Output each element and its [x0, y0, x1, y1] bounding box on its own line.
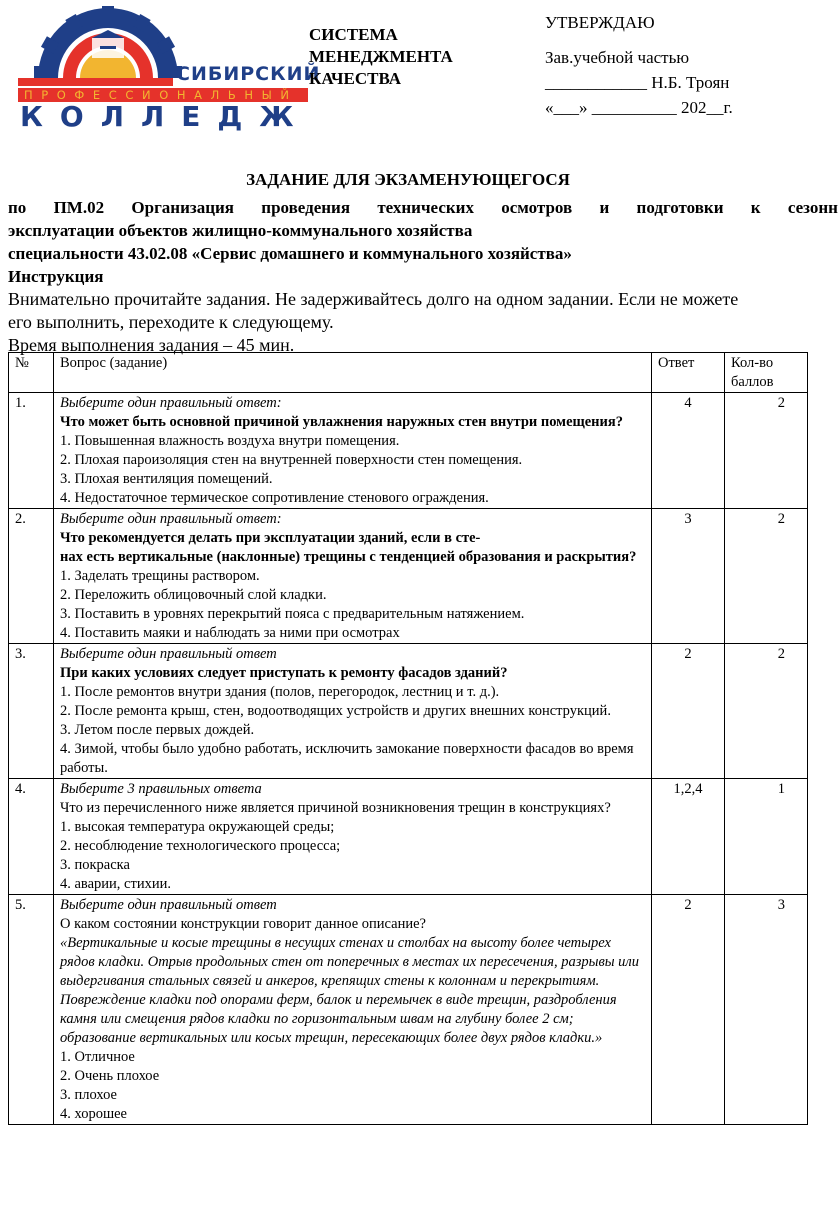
logo-line3: КОЛЛЕДЖ	[20, 100, 311, 133]
question-cell	[54, 393, 652, 509]
question-text: Что может быть основной причиной увлажнения наружных стен внутри помещения?	[60, 414, 623, 430]
col-answer-header: Ответ	[652, 353, 725, 393]
qms-line: КАЧЕСТВА	[309, 69, 401, 88]
logo-line2: ПРОФЕССИОНАЛЬНЫЙ	[24, 88, 298, 102]
answer-option: 4. хорошее	[60, 1106, 127, 1122]
qms-line: СИСТЕМА	[309, 25, 398, 44]
table-row	[9, 644, 808, 779]
answer-option: 3. покраска	[60, 857, 130, 873]
approve-role: Зав.учебной частью	[545, 48, 690, 67]
module-word: и	[599, 198, 610, 217]
answer-option: 2. Очень плохое	[60, 1068, 160, 1084]
table-row	[9, 895, 808, 1125]
answer-option: 2. Переложить облицовочный слой кладки.	[60, 587, 327, 603]
table-row	[9, 509, 808, 644]
qms-line: МЕНЕДЖМЕНТА	[309, 47, 453, 66]
answer-option: 2. После ремонта крыш, стен, водоотводящих устройств и других внешних конструкций.	[60, 703, 611, 719]
instruction-text: Внимательно прочитайте задания. Не задерживайтесь долго на одном задании. Если не можете	[8, 289, 739, 309]
time-limit: Время выполнения задания – 45 мин.	[8, 335, 295, 355]
answer-option: 4. Поставить маяки и наблюдать за ними при осмотрах	[60, 625, 400, 641]
points-value: 2	[725, 393, 808, 509]
col-points-header: Кол-во баллов	[725, 353, 808, 393]
approve-date: «___» __________ 202__г.	[545, 98, 733, 117]
question-number: 4.	[9, 779, 54, 895]
question-number: 2.	[9, 509, 54, 644]
instruction-label: Инструкция	[8, 267, 104, 286]
table-header-row	[9, 353, 808, 393]
question-instruction: Выберите один правильный ответ:	[60, 395, 282, 411]
module-word: ПМ.02	[53, 198, 105, 217]
approve-title: УТВЕРЖДАЮ	[545, 13, 655, 32]
question-instruction: Выберите 3 правильных ответа	[60, 781, 262, 797]
question-instruction: Выберите один правильный ответ	[60, 897, 277, 913]
question-number: 1.	[9, 393, 54, 509]
answer-option: 3. плохое	[60, 1087, 117, 1103]
module-line	[8, 196, 838, 219]
module-word: Организация	[131, 198, 234, 217]
answer-option: 2. несоблюдение технологического процесса;	[60, 838, 341, 854]
correct-answer: 4	[652, 393, 725, 509]
college-logo	[18, 8, 321, 133]
instruction-text: его выполнить, переходите к следующему.	[8, 312, 334, 332]
module-word: осмотров	[501, 198, 573, 217]
question-instruction: Выберите один правильный ответ	[60, 646, 277, 662]
points-value: 2	[725, 509, 808, 644]
page-title: ЗАДАНИЕ ДЛЯ ЭКЗАМЕНУЮЩЕГОСЯ	[246, 170, 570, 189]
answer-option: 4. аварии, стихии.	[60, 876, 171, 892]
approve-signature: ____________ Н.Б. Троян	[545, 73, 730, 92]
correct-answer: 2	[652, 644, 725, 779]
answer-option: 1. Отличное	[60, 1049, 135, 1065]
answer-option: 4. Недостаточное термическое сопротивление стенового ограждения.	[60, 490, 489, 506]
module-word: сезонн	[787, 198, 838, 217]
module-word: к	[750, 198, 761, 217]
question-number: 5.	[9, 895, 54, 1125]
module-word: технических	[377, 198, 474, 217]
answer-option: 3. Поставить в уровнях перекрытий пояса с предварительным натяжением.	[60, 606, 525, 622]
correct-answer: 2	[652, 895, 725, 1125]
gear-icon	[34, 6, 182, 78]
module-word: проведения	[261, 198, 351, 217]
question-cell	[54, 779, 652, 895]
answer-option: 1. Повышенная влажность воздуха внутри помещения.	[60, 433, 400, 449]
answer-option: 1. высокая температура окружающей среды;	[60, 819, 335, 835]
question-instruction: Выберите один правильный ответ:	[60, 511, 282, 527]
answer-option: 3. Плохая вентиляция помещений.	[60, 471, 273, 487]
col-question-header: Вопрос (задание)	[54, 353, 652, 393]
quality-system-heading	[309, 24, 453, 90]
points-value: 3	[725, 895, 808, 1125]
points-value: 1	[725, 779, 808, 895]
module-line-2: эксплуатации объектов жилищно-коммунального хозяйства	[8, 221, 473, 240]
intro-block	[8, 196, 838, 357]
question-number: 3.	[9, 644, 54, 779]
answer-option: 2. Плохая пароизоляция стен на внутренней поверхности стен помещения.	[60, 452, 523, 468]
questions-table	[8, 352, 808, 1125]
table-row	[9, 393, 808, 509]
answer-option: 1. Заделать трещины раствором.	[60, 568, 260, 584]
answer-option: 3. Летом после первых дождей.	[60, 722, 255, 738]
answer-option: 4. Зимой, чтобы было удобно работать, исключить замокание поверхности фасадов во время работы.	[60, 741, 634, 776]
question-text: Что рекомендуется делать при эксплуатации зданий, если в сте- нах есть вертикальные (наклонные) трещины с тенденцией образования и раскрытия?	[60, 530, 637, 565]
correct-answer: 3	[652, 509, 725, 644]
table-row	[9, 779, 808, 895]
question-text: При каких условиях следует приступать к ремонту фасадов зданий?	[60, 665, 508, 681]
answer-option: 1. После ремонтов внутри здания (полов, перегородок, лестниц и т. д.).	[60, 684, 500, 700]
question-cell	[54, 644, 652, 779]
question-description: «Вертикальные и косые трещины в несущих стенах и столбах на высоту более четырех рядов кладки. Отрыв продольных стен от поперечных в местах их пересечения, разрывы или выдергивания стальных связей и анкеров, крепящих стены к колоннам и перекрытиям. Повреждение кладки под опорами ферм, балок и перемычек в виде трещин, раздробления камня или смещения рядов кладки по горизонтальным швам на глубину более 2 см; образование вертикальных или косых трещин, пересекающих более двух рядов кладки.»	[60, 935, 640, 1046]
module-word: подготовки	[636, 198, 724, 217]
question-cell	[54, 895, 652, 1125]
question-cell	[54, 509, 652, 644]
specialty-line: специальности 43.02.08 «Сервис домашнего и коммунального хозяйства»	[8, 244, 572, 263]
correct-answer: 1,2,4	[652, 779, 725, 895]
question-text: О каком состоянии конструкции говорит данное описание?	[60, 916, 426, 932]
points-value: 2	[725, 644, 808, 779]
module-word: по	[8, 198, 27, 217]
col-number-header: №	[9, 353, 54, 393]
question-text: Что из перечисленного ниже является причиной возникновения трещин в конструкциях?	[60, 800, 611, 816]
logo-line1: СИБИРСКИЙ	[176, 63, 321, 85]
approval-block	[545, 10, 733, 120]
